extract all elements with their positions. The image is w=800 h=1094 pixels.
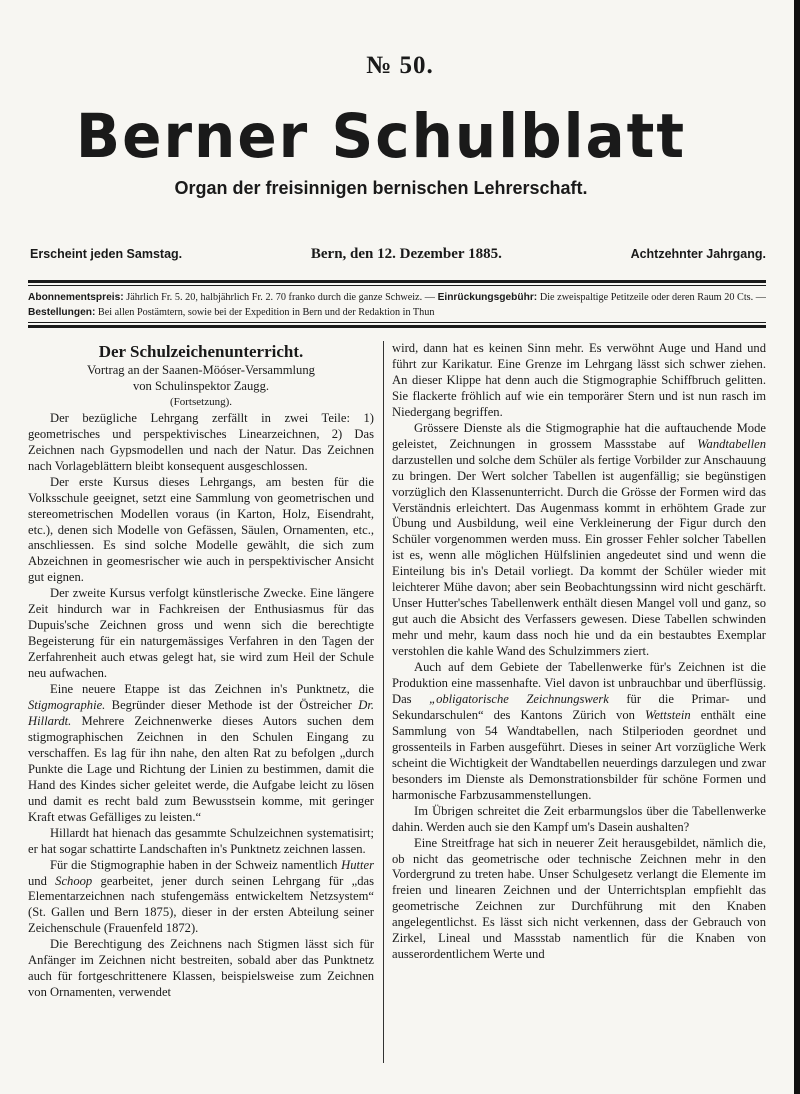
text-run: gearbeitet, jener durch seinen Lehrgang für „das Elementarzeichnen nach stufengemäss entwickeltem Netzsystem“ (St. Gallen und Bern 1875), dieser in der ersten Abteilung seiner Zeichenschule (Frauenfeld 1872).	[28, 873, 374, 936]
emphasis: Stigmographie.	[28, 698, 106, 713]
text-run: Begründer dieser Methode ist der Östreicher	[105, 698, 359, 713]
emphasis: Wandtabellen	[697, 436, 766, 451]
emphasis: Hutter	[341, 857, 374, 872]
emphasis: Dr. Hillardt.	[28, 698, 374, 728]
text-run: Mehrere Zeichnenwerke dieses Autors suchen dem stigmographischen Zeichnen in den Schulen Eingang zu verschaffen. Es lag für ihn nahe, den alten Rat zu befolgen „durch Punkte die Lage und Richtung der Linien zu bestimmen, damit die Hand des Kindes sicher geleitet werde, die Aufgabe leicht zu lösen und damit es recht bald zum Bewusstsein komme, mit geringer Kraft etwas Gefälliges zu leisten.“	[28, 713, 374, 824]
text-run: Grössere Dienste als die Stigmographie hat die auftauchende Mode geleistet, Zeichnungen in grossem Massstabe auf	[392, 420, 766, 451]
subscription-notice	[28, 290, 766, 320]
text-run: darzustellen und solche dem Schüler als fertige Vorbilder zur Anschauung zu bringen. Der Wert solcher Tabellen ist augenfällig; sie begünstigen vorzüglich den Klassenunterricht. Durch die Grösse der Formen wird das Verständnis erleichtert. Das Augenmass kommt in erhöhtem Grade zur Übung und Ausbildung, weil eine Verkleinerung der Figur durch den Schüler vorgenommen werden muss. Ein grosser Fehler solcher Tabellen ist es, wenn alle möglichen Hülfslinien angedeutet sind und wenn die Einteilung bis in's Detail vorliegt. Da kommt der Schüler wieder mit leichterer Mühe davon; aber sein Beobachtungssinn wird nicht geschärft. Unser Hutter'sches Tabellenwerk enthält diesen Mangel voll und ganz, so gut auch die Absicht des Verfassers gewesen. Diese Tabellen schwinden mehr und mehr, kaum dass noch hie und da ein bestaubtes Exemplar verstohlen die kahle Wand des Schulzimmers ziert.	[392, 452, 766, 659]
top-rule	[28, 280, 766, 283]
notice-rule-thin	[28, 322, 766, 323]
emphasis: „obligatorische Zeichnungswerk	[429, 691, 609, 706]
text-run: und	[28, 873, 56, 888]
page-edge	[794, 0, 800, 1094]
price-label: Abonnementspreis:	[28, 292, 124, 303]
paragraph	[392, 421, 766, 660]
volume-year: Achtzehnter Jahrgang.	[630, 247, 766, 261]
paragraph	[28, 682, 374, 826]
insertion-label: Einrückungsgebühr:	[437, 292, 538, 303]
orders-label: Bestellungen:	[28, 307, 96, 318]
orders-text: Bei allen Postämtern, sowie bei der Expedition in Bern und der Redaktion in Thun	[95, 307, 435, 318]
paragraph: Die Berechtigung des Zeichnens nach Stigmen lässt sich für Anfänger im Zeichnen nicht bestreiten, sobald aber das Punktnetz auch für fortgeschrittenere Klassen, beispielsweise zum Zeichnen von Ornamenten, verwendet	[28, 937, 374, 1000]
paragraph: wird, dann hat es keinen Sinn mehr. Es verwöhnt Auge und Hand und führt zur Karikatur. Eine Grenze im Lehrgang lässt sich schwer ziehen. An dieser Klippe hat denn auch die Stigmographie Schiffbruch gelitten. Sie flackerte fröhlich auf wie ein temporärer Stern und ist nun rasch im Niedergang begriffen.	[392, 341, 766, 419]
paragraph: Im Übrigen schreitet die Zeit erbarmungslos über die Tabellenwerke dahin. Werden auch sie den Kampf um's Dasein aushalten?	[392, 803, 766, 834]
place-date: Bern, den 12. Dezember 1885.	[310, 246, 502, 262]
masthead-title: Berner Schulblatt	[75, 100, 687, 172]
text-run: Für die Stigmographie haben in der Schweiz namentlich	[50, 857, 342, 872]
notice-rule	[28, 325, 766, 328]
publication-frequency: Erscheint jeden Samstag.	[30, 247, 183, 261]
column-divider	[383, 341, 384, 1063]
continued-note: (Fortsetzung).	[169, 395, 232, 408]
text-run: für die Primar- und Sekundarschulen“ des Kantons Zürich von	[392, 691, 766, 722]
price-text: Jährlich Fr. 5. 20, halbjährlich Fr. 2. 70 franko durch die ganze Schweiz. —	[123, 292, 438, 303]
emphasis: Schoop	[55, 873, 93, 888]
issue-number: № 50.	[366, 52, 434, 79]
article-subtitle-1: Vortrag an der Saanen-Möóser-Versammlung	[87, 363, 315, 377]
masthead-subtitle: Organ der freisinnigen bernischen Lehrerschaft.	[174, 178, 588, 198]
emphasis: Wettstein	[644, 707, 691, 722]
text-run: Auch auf dem Gebiete der Tabellenwerke für's Zeichnen ist die Produktion eine massenhafte. Viel davon ist unbrauchbar und überflüssig. Das	[392, 660, 766, 706]
article-subtitle-2: von Schulinspektor Zaugg.	[132, 378, 270, 393]
text-run: enthält eine Sammlung von 54 Wandtabellen, nach Stilperioden geordnet und grossenteils in Farben ausgeführt. Dieses in seiner Art vorzügliche Werk scheint die Wichtigkeit der Wandtabellen neuerdings darzulegen und zwar besonders im Dienste als Demonstrationsbilder für schöne Formen und harmonische Farbzusammenstellungen.	[392, 707, 766, 802]
article-column-right	[392, 341, 766, 963]
paragraph	[28, 858, 374, 938]
info-line	[30, 246, 766, 268]
paragraph: Hillardt hat hienach das gesammte Schulzeichnen systematisirt; er hat sogar schattirte Landschaften in's Punktnetz zeichnen lassen.	[28, 825, 374, 856]
article-title: Der Schulzeichenunterricht.	[98, 342, 304, 361]
paragraph	[392, 660, 766, 804]
top-rule-thin	[28, 285, 766, 286]
paragraph: Eine Streitfrage hat sich in neuerer Zeit herausgebildet, nämlich die, ob nicht das geometrische oder technische Zeichnen mehr in den Vordergrund zu treten habe. Unser Schulgesetz verlangt die Elemente im freien und linearen Zeichnen und der Unterrichtsplan empfiehlt das geometrische Zeichnen zur Durchführung mit den Knaben angelegentlichst. Es lässt sich nicht verkennen, dass der Gebrauch von Zirkel, Lineal und Massstab namentlich für die Knaben von ausserordentlichem Werte und	[392, 835, 766, 962]
text-run: Eine neuere Etappe ist das Zeichnen in's Punktnetz, die	[50, 682, 374, 697]
paragraph: Der bezügliche Lehrgang zerfällt in zwei Teile: 1) geometrisches und perspektivisches Linearzeichnen, 2) Das Zeichnen nach Gypsmodellen und nach der Natur. Das Zeichnen nach Vorlageblättern bleibt konsequent ausgeschlossen.	[28, 410, 374, 473]
paragraph: Der zweite Kursus verfolgt künstlerische Zwecke. Eine längere Zeit hindurch war in Fachkreisen der Enthusiasmus für das Dupuis'sche Zeichnen gross und wenn sich die berechtigte Begeisterung für ein naturgemässiges Verfahren in den Tagen der Zerfahrenheit auch etwas gelegt hat, sie wird zum Heil der Schule neu aufwachen.	[28, 586, 374, 681]
insertion-text: Die zweispaltige Petitzeile oder deren Raum 20 Cts. —	[537, 292, 766, 303]
paragraph: Der erste Kursus dieses Lehrgangs, am besten für die Volksschule geeignet, setzt eine Sammlung von geometrischen und stereometrischen Modellen voraus (in Karton, Holz, Eisendraht, etc.), denen sich Modelle von Gefässen, Säulen, Ornamenten, etc., anschliessen. Es sind solche Modelle gewählt, die sich zum Abzeichnen in geomesrischer wie auch in perspektivischer Ansicht gut eignen.	[28, 474, 374, 585]
article-column-left	[28, 341, 374, 1001]
